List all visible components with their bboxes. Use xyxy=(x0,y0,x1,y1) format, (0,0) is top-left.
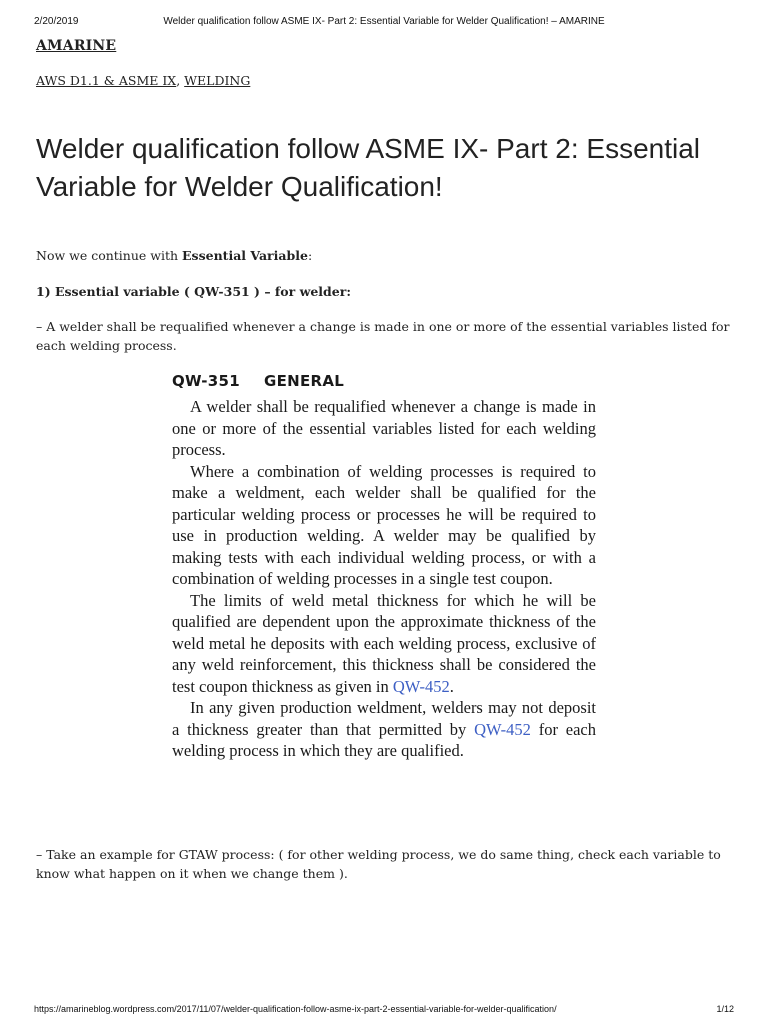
body-paragraph-gtaw-example: – Take an example for GTAW process: ( for other welding process, we do same thing, check each variable to know what happen on it when we change them ). xyxy=(36,847,721,881)
excerpt-heading xyxy=(172,372,596,390)
print-header xyxy=(0,16,768,30)
excerpt-paragraph-4 xyxy=(172,697,596,762)
excerpt-section-title: GENERAL xyxy=(263,372,345,390)
section-subheading: 1) Essential variable ( QW-351 ) – for welder: xyxy=(36,284,351,299)
excerpt-p3-text: The limits of weld metal thickness for which he will be qualified are dependent upon the approximate thickness of the weld metal he deposits with each welding process, exclusive of any weld reinforcement, this thickness shall be considered the test coupon thickness as given in xyxy=(172,590,596,696)
excerpt-ref-qw452: QW-452 xyxy=(392,676,450,696)
category-link-aws-asme[interactable]: AWS D1.1 & ASME IX xyxy=(36,73,177,88)
print-page-title: Welder qualification follow ASME IX- Part 2: Essential Variable for Welder Qualification! – AMARINE xyxy=(163,16,605,27)
excerpt-paragraph-2: Where a combination of welding processes is required to make a weldment, each welder shall be qualified for the particular welding process or processes he will be required to use in production welding. A welder may be qualified by making tests with each individual welding process, or with a combination of welding processes in a single test coupon. xyxy=(172,461,596,588)
excerpt-section-number: QW-351 xyxy=(172,372,240,390)
post-title: Welder qualification follow ASME IX- Part 2: Essential Variable for Welder Qualification! xyxy=(36,133,701,202)
intro-text: Now we continue with xyxy=(36,248,183,263)
code-excerpt-image xyxy=(172,372,596,762)
intro-bold-term: Essential Variable xyxy=(182,248,308,263)
excerpt-ref-qw452-2: QW-452 xyxy=(474,719,531,739)
print-footer xyxy=(0,1004,768,1018)
site-name-link[interactable]: AMARINE xyxy=(36,38,117,54)
body-paragraph-requalify: – A welder shall be requalified whenever a change is made in one or more of the essential variables listed for each welding process. xyxy=(36,319,730,353)
print-url: https://amarineblog.wordpress.com/2017/11/07/welder-qualification-follow-asme-ix-part-2-essential-variable-for-welder-qualification/ xyxy=(34,1004,557,1014)
excerpt-paragraph-1: A welder shall be requalified whenever a change is made in one or more of the essential variables listed for each welding process. xyxy=(172,397,596,459)
excerpt-paragraph-3 xyxy=(172,590,596,698)
excerpt-p4-text: In any given production weldment, welders may not deposit a thickness greater than that permitted by xyxy=(172,698,596,739)
category-link-welding[interactable]: WELDING xyxy=(184,73,251,88)
intro-colon: : xyxy=(307,248,313,263)
excerpt-p3-end: . xyxy=(449,676,454,696)
excerpt-p4-end: for each welding process in which they are qualified. xyxy=(172,719,597,760)
post-categories xyxy=(36,73,250,88)
category-separator: , xyxy=(176,73,185,88)
intro-paragraph xyxy=(36,246,736,265)
print-page-number: 1/12 xyxy=(716,1004,734,1014)
print-date: 2/20/2019 xyxy=(34,16,79,27)
